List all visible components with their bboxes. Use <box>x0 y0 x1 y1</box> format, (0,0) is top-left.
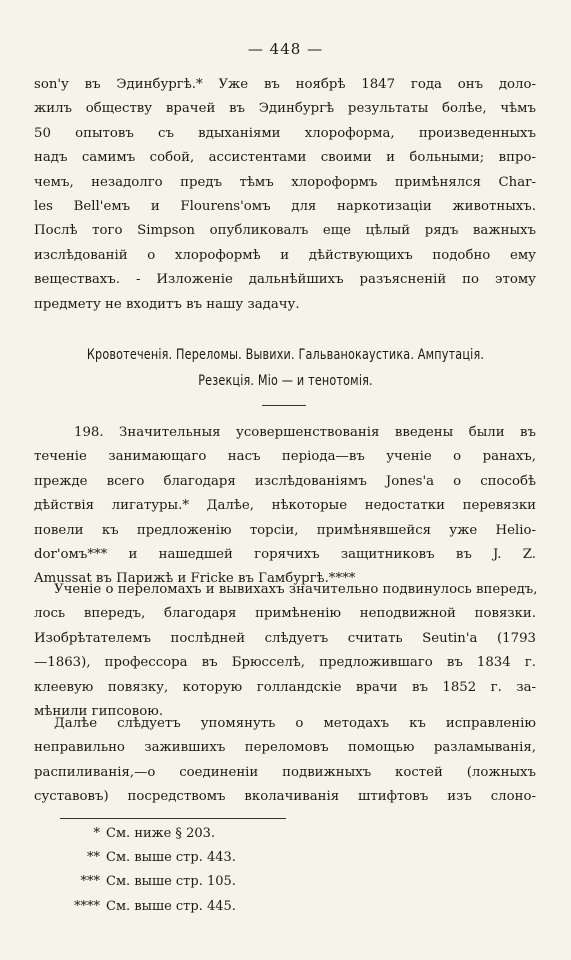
footnote <box>60 895 360 919</box>
text-line: Ученіе о переломахъ и вывихахъ значительно подвинулось впередъ, <box>54 582 538 597</box>
text-line: веществахъ. - Изложеніе дальнѣйшихъ разъясненій по этому <box>34 272 536 288</box>
text-line: son'у въ Эдинбургѣ.* Уже въ ноябрѣ 1847 года онъ доло- <box>34 77 536 92</box>
text-line: чемъ, незадолго предъ тѣмъ хлороформъ примѣнялся Char- <box>34 174 536 190</box>
text-line: лось впередъ, благодаря примѣненію неподвижной повязки. <box>34 606 536 622</box>
footnote <box>60 870 360 894</box>
section-divider <box>262 405 306 406</box>
text-line: неправильно зажившихъ переломовъ помощью разламыванія, <box>34 740 536 756</box>
paragraph-198 <box>34 421 536 592</box>
text-line: —1863), профессора въ Брюсселѣ, предложившаго въ 1834 г. <box>34 655 536 671</box>
page-number: — 448 — <box>247 40 324 58</box>
footnote-mark: *** <box>80 874 100 890</box>
text-line: изслѣдованій о хлороформѣ и дѣйствующихъ подобно ему <box>34 247 536 263</box>
text-line: 50 опытовъ съ вдыханіями хлороформа, произведенныхъ <box>34 125 536 141</box>
footnote-text: См. выше стр. 445. <box>106 898 236 914</box>
section-heading <box>40 342 531 394</box>
text-line: Изобрѣтателемъ послѣдней слѣдуетъ считать Seutin'а (1793 <box>34 630 536 646</box>
paragraph-methods <box>34 712 536 810</box>
text-line: повели къ предложенію торсіи, примѣнявшейся уже Helio- <box>34 522 536 538</box>
footnote-text: См. ниже § 203. <box>106 826 216 841</box>
text-line: Послѣ того Simpson опубликовалъ еще цѣлый рядъ важныхъ <box>34 223 536 239</box>
text-line: прежде всего благодаря изслѣдованіямъ Jones'а о способѣ <box>34 473 536 489</box>
section-heading-line: Резекція. Міо — и тенотомія. <box>198 373 373 389</box>
text-line: Amussat въ Парижѣ и Fricke въ Гамбургѣ.**** <box>34 571 356 587</box>
text-line: 198. Значительныя усовершенствованія введены были въ <box>74 425 536 440</box>
footnote-divider <box>60 818 286 819</box>
footnote <box>60 846 360 870</box>
footnote <box>60 822 360 846</box>
footnote-mark: **** <box>74 898 100 914</box>
text-line: мѣнили гипсовою. <box>34 704 164 720</box>
text-line: предмету не входитъ въ нашу задачу. <box>34 296 300 312</box>
text-line: надъ самимъ собой, ассистентами своими и больными; впро- <box>34 150 536 166</box>
text-line: распиливанія,—о соединеніи подвижныхъ костей (ложныхъ <box>34 764 536 780</box>
footnote-text: См. выше стр. 105. <box>106 874 236 890</box>
text-line: Далѣе слѣдуетъ упомянуть о методахъ къ исправленію <box>54 716 536 731</box>
text-line: dor'омъ*** и нашедшей горячихъ защитниковъ въ J. Z. <box>34 547 536 563</box>
text-line: суставовъ) посредствомъ вколачиванія штифтовъ изъ слоно- <box>34 789 536 805</box>
footnote-text: См. выше стр. 443. <box>106 850 236 866</box>
text-line: жилъ обществу врачей въ Эдинбургѣ результаты болѣе, чѣмъ <box>34 101 536 117</box>
text-line: дѣйствія лигатуры.* Далѣе, нѣкоторые недостатки перевязки <box>34 498 536 514</box>
section-heading-line: Кровотеченія. Переломы. Вывихи. Гальванокаустика. Ампутація. <box>86 347 485 363</box>
paragraph-fractures <box>34 578 536 724</box>
footnote-mark: ** <box>87 850 100 866</box>
footnote-mark: * <box>93 826 100 841</box>
top-paragraph <box>34 73 536 317</box>
text-line: теченіе занимающаго насъ періода—въ ученіе о ранахъ, <box>34 449 536 465</box>
text-line: клеевую повязку, которую голландскіе врачи въ 1852 г. за- <box>34 679 536 695</box>
footnotes <box>60 822 360 919</box>
text-line: les Bell'емъ и Flourens'омъ для наркотизаціи животныхъ. <box>34 199 536 215</box>
